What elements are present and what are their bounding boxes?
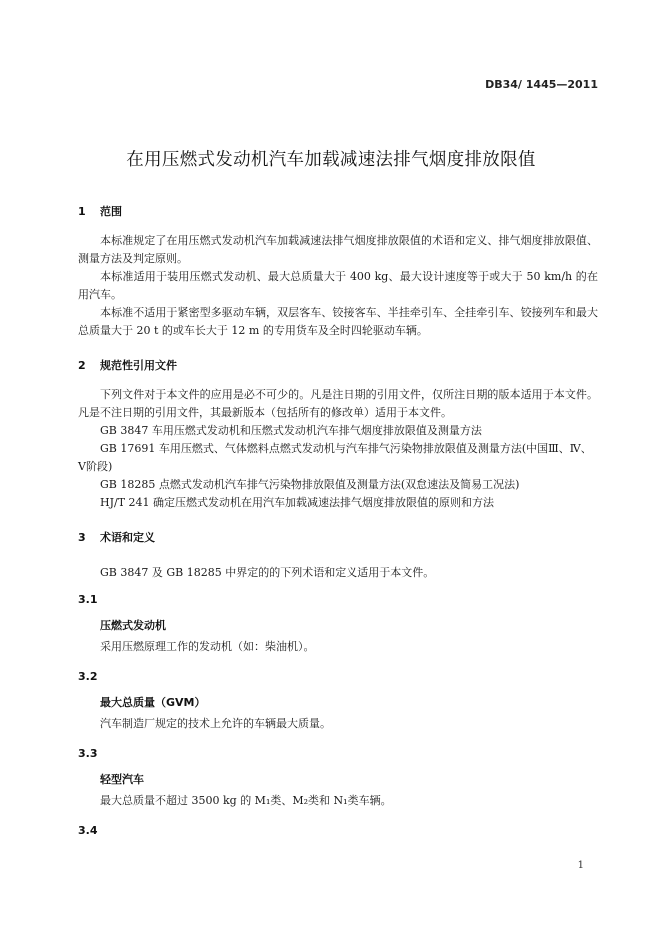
section-number: 3 bbox=[78, 531, 86, 544]
section-title: 规范性引用文件 bbox=[100, 359, 177, 372]
reference-item: GB 3847 车用压燃式发动机和压燃式发动机汽车排气烟度排放限值及测量方法 bbox=[100, 424, 482, 437]
document-code: DB34/ 1445—2011 bbox=[485, 78, 598, 91]
term-name: 最大总质量（GVM） bbox=[100, 696, 206, 709]
term-definition: 采用压燃原理工作的发动机（如：柴油机）。 bbox=[100, 640, 315, 653]
section-1-heading bbox=[78, 203, 598, 219]
section-title: 术语和定义 bbox=[100, 531, 155, 544]
paragraph: GB 3847 及 GB 18285 中界定的的下列术语和定义适用于本文件。 bbox=[100, 566, 435, 579]
reference-item: GB 18285 点燃式发动机汽车排气污染物排放限值及测量方法(双怠速法及简易工况法) bbox=[100, 478, 520, 491]
section-3-heading bbox=[78, 529, 598, 545]
section-number: 2 bbox=[78, 359, 86, 372]
term-definition: 汽车制造厂规定的技术上允许的车辆最大质量。 bbox=[100, 717, 331, 730]
section-2-heading bbox=[78, 357, 598, 373]
clause-number: 3.2 bbox=[78, 670, 98, 683]
clause-number: 3.1 bbox=[78, 593, 98, 606]
section-title: 范围 bbox=[100, 205, 122, 218]
clause-number: 3.3 bbox=[78, 747, 98, 760]
reference-item: GB 17691 车用压燃式、气体燃料点燃式发动机与汽车排气污染物排放限值及测量方法(中国Ⅲ、Ⅳ、Ⅴ阶段) bbox=[78, 442, 592, 473]
section-3-intro bbox=[78, 564, 598, 582]
page-number: 1 bbox=[577, 860, 584, 871]
document-title: 在用压燃式发动机汽车加载减速法排气烟度排放限值 bbox=[126, 150, 536, 170]
section-1-body bbox=[78, 232, 598, 340]
paragraph: 本标准规定了在用压燃式发动机汽车加载减速法排气烟度排放限值的术语和定义、排气烟度排放限值、测量方法及判定原则。 bbox=[78, 234, 598, 265]
term-name: 轻型汽车 bbox=[100, 773, 144, 786]
clause-number: 3.4 bbox=[78, 824, 98, 837]
paragraph: 下列文件对于本文件的应用是必不可少的。凡是注日期的引用文件，仅所注日期的版本适用于本文件。凡是不注日期的引用文件，其最新版本（包括所有的修改单）适用于本文件。 bbox=[78, 388, 598, 419]
reference-item: HJ/T 241 确定压燃式发动机在用汽车加载减速法排气烟度排放限值的原则和方法 bbox=[100, 496, 495, 509]
term-name: 压燃式发动机 bbox=[100, 619, 166, 632]
term-definition: 最大总质量不超过 3500 kg 的 M₁类、M₂类和 N₁类车辆。 bbox=[100, 794, 392, 807]
section-number: 1 bbox=[78, 205, 86, 218]
paragraph: 本标准不适用于紧密型多驱动车辆，双层客车、铰接客车、半挂牵引车、全挂牵引车、铰接列车和最大总质量大于 20 t 的或车长大于 12 m 的专用货车及全时四轮驱动车辆。 bbox=[78, 306, 598, 337]
section-2-body bbox=[78, 386, 598, 512]
paragraph: 本标准适用于装用压燃式发动机、最大总质量大于 400 kg、最大设计速度等于或大于 50 km/h 的在用汽车。 bbox=[78, 270, 598, 301]
